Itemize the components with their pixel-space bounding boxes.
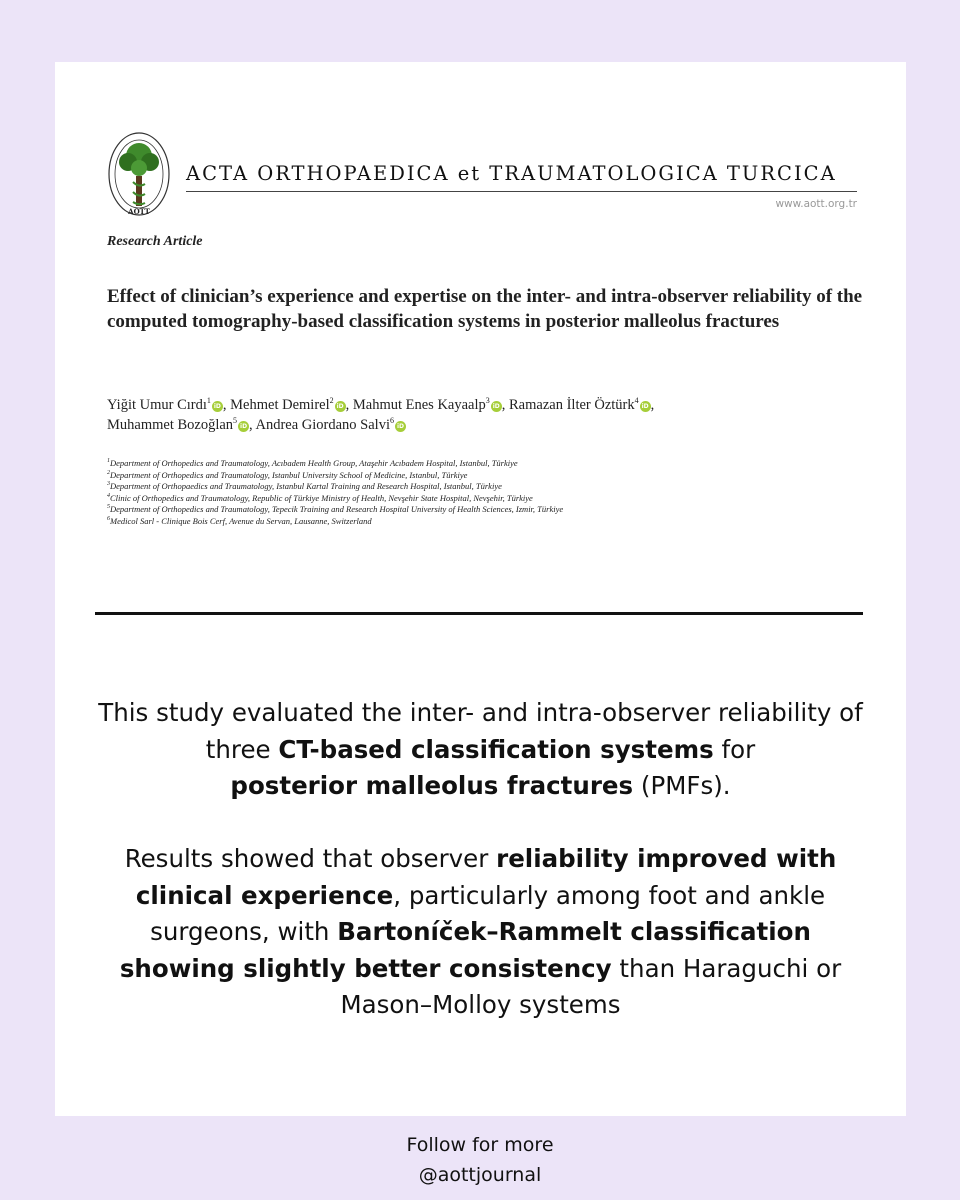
author-affil-num: 2 — [329, 396, 334, 406]
affiliation: $^1$Department of Orthopedics and Traumatology, Acıbadem Health Group, Ataşehir Acıbadem Hospital, Istanbul, Türkiye — [107, 458, 518, 468]
author[interactable] — [107, 397, 230, 413]
author-affil-num: 3 — [485, 396, 490, 406]
author-separator: , — [249, 417, 256, 433]
author-separator: , — [650, 397, 655, 413]
summary-paragraph-2: Results showed that observer reliability improved with clinical experience, particularly among foot and ankle surgeons, with Bartoníček–Rammelt classification showing slightly better consistency than Haraguchi or Mason–Molloy systems — [119, 844, 842, 1019]
journal-rule — [186, 191, 857, 192]
author-affil-num: 1 — [206, 396, 211, 406]
summary-paragraph-1: This study evaluated the inter- and intra-observer reliability of three CT-based classification systems for posterior malleolus fractures (PMFs). — [98, 698, 863, 800]
affiliation: $^5$Department of Orthopedics and Traumatology, Tepecik Training and Research Hospital University of Health Sciences, Izmir, Türkiye — [107, 504, 564, 515]
footer — [0, 1130, 960, 1190]
affiliation-list — [107, 458, 867, 528]
journal-url[interactable]: www.aott.org.tr — [775, 198, 857, 210]
author-name: Andrea Giordano Salvi — [255, 417, 390, 433]
author-name: Ramazan İlter Öztürk — [509, 397, 635, 413]
author-name: Mahmut Enes Kayaalp — [352, 397, 486, 413]
article-card — [55, 62, 906, 1116]
author[interactable] — [509, 397, 654, 413]
section-divider — [95, 612, 863, 615]
journal-logo — [107, 132, 171, 222]
journal-name: ACTA ORTHOPAEDICA et TRAUMATOLOGICA TURCICA — [186, 162, 837, 185]
journal-header — [107, 132, 857, 222]
affiliation: $^4$Clinic of Orthopedics and Traumatology, Republic of Türkiye Ministry of Health, Nevşehir State Hospital, Nevşehir, Türkiye — [107, 492, 533, 503]
author-name: Yiğit Umur Cırdı — [107, 397, 207, 413]
author-name: Mehmet Demirel — [230, 397, 330, 413]
orcid-icon[interactable]: iD — [240, 423, 248, 430]
orcid-icon[interactable]: iD — [396, 423, 405, 430]
affiliation: $^6$Medicol Sarl - Clinique Bois Cerf, Avenue du Servan, Lausanne, Switzerland — [107, 515, 372, 526]
orcid-icon[interactable]: iD — [336, 403, 344, 410]
author-separator: , — [222, 397, 231, 413]
affiliation: $^3$Department of Orthopaedics and Traumatology, Istanbul Kartal Training and Research Hospital, Istanbul, Türkiye — [107, 481, 502, 492]
account-handle[interactable]: @aottjournal — [418, 1164, 542, 1186]
orcid-icon[interactable]: iD — [641, 403, 649, 410]
author-name: Muhammet Bozoğlan — [107, 417, 234, 433]
author-list — [107, 395, 867, 435]
follow-text: Follow for more — [406, 1134, 554, 1156]
author-separator: , — [501, 397, 510, 413]
author-separator: , — [345, 397, 353, 413]
affiliation: $^2$Department of Orthopedics and Traumatology, Istanbul University School of Medicine, Istanbul, Türkiye — [107, 469, 468, 480]
author-affil-num: 6 — [390, 416, 394, 426]
article-type: Research Article — [107, 234, 203, 249]
orcid-icon[interactable]: iD — [213, 403, 221, 410]
orcid-icon[interactable]: iD — [492, 403, 500, 410]
summary-text — [95, 695, 866, 1024]
author-affil-num: 4 — [634, 396, 639, 406]
author[interactable] — [256, 417, 407, 433]
logo-abbr: AOTT — [128, 207, 150, 216]
author[interactable] — [353, 397, 509, 413]
author[interactable] — [230, 397, 353, 413]
article-title: Effect of clinician’s experience and expertise on the inter- and intra-observer reliability of the computed tomography-based classification systems in posterior malleolus fractures — [107, 286, 863, 332]
author[interactable] — [107, 417, 256, 433]
author-affil-num: 5 — [233, 416, 238, 426]
